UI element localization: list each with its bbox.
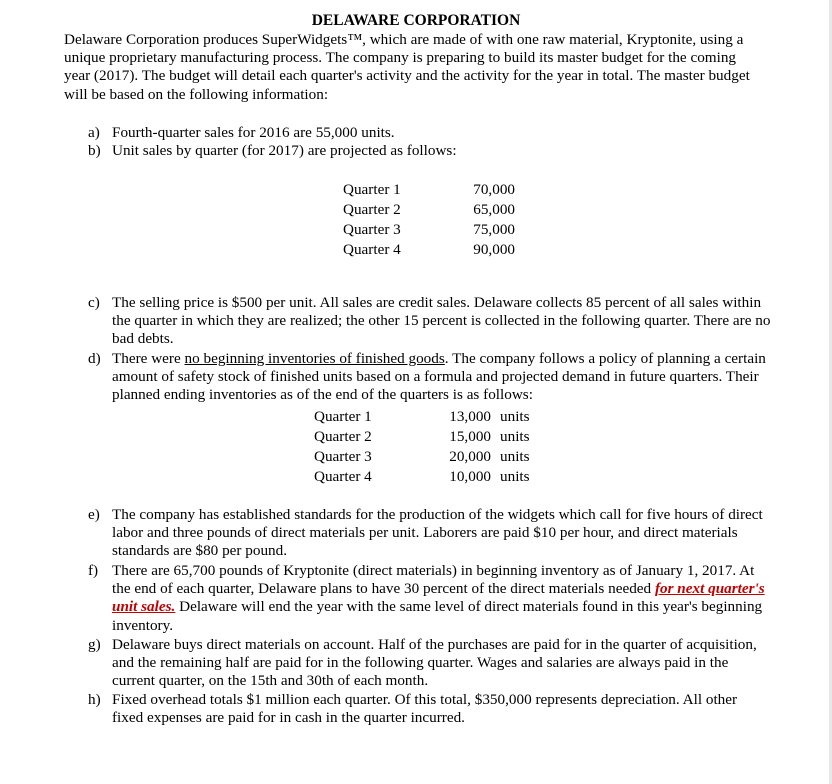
item-e-label: e) (88, 506, 100, 523)
item-h-text: Fixed overhead totals $1 million each quarter. Of this total, $350,000 represents depreciation. All other fixed expenses are paid for in cash in the quarter incurred. (112, 691, 738, 727)
item-f-text-pre: There are 65,700 pounds of Kryptonite (direct materials) in beginning inventory as of January 1, 2017. At the end of each quarter, Delaware plans to have 30 percent of the direct materials needed (112, 562, 755, 598)
item-b-text: Unit sales by quarter (for 2017) are projected as follows: (112, 142, 457, 159)
item-c-text: The selling price is $500 per unit. All sales are credit sales. Delaware collects 85 percent of all sales within the quarter in which they are realized; the other 15 percent is collected in the following quarter. There are no bad debts. (112, 294, 771, 348)
item-f-text (112, 562, 772, 635)
sales-value: 65,000 (473, 201, 515, 218)
item-g-text: Delaware buys direct materials on account. Half of the purchases are paid for in the quarter of acquisition, and the remaining half are paid for in the following quarter. Wages and salaries are always paid in the current quarter, on the 15th and 30th of each month. (112, 636, 757, 690)
item-f-label: f) (88, 562, 99, 579)
inventory-value: 15,000 (449, 428, 491, 445)
item-d-text-underline: no beginning inventories of finished goods (184, 350, 445, 367)
item-g-label: g) (88, 636, 101, 653)
inventory-unit: units (500, 428, 530, 445)
inventory-quarter: Quarter 4 (314, 468, 372, 485)
table-row (314, 467, 554, 487)
inventory-value: 10,000 (449, 468, 491, 485)
inventory-value: 13,000 (449, 408, 491, 425)
item-e-text: The company has established standards for the production of the widgets which call for five hours of direct labor and three pounds of direct materials per unit. Laborers are paid $10 per hour, and direct materials standards are $80 per pound. (112, 506, 763, 560)
sales-quarter: Quarter 1 (343, 181, 401, 198)
sales-quarter: Quarter 4 (343, 241, 401, 258)
sales-quarter: Quarter 3 (343, 221, 401, 238)
inventory-quarter: Quarter 1 (314, 408, 372, 425)
item-b-label: b) (88, 142, 101, 159)
item-f-text-highlight: for next quarter's unit sales. (112, 580, 765, 616)
inventory-table (314, 407, 554, 487)
inventory-unit: units (500, 408, 530, 425)
inventory-quarter: Quarter 2 (314, 428, 372, 445)
table-row (343, 180, 523, 200)
table-row (343, 200, 523, 220)
table-row (314, 407, 554, 427)
document-title: DELAWARE CORPORATION (311, 12, 521, 29)
inventory-unit: units (500, 468, 530, 485)
sales-value: 75,000 (473, 221, 515, 238)
item-d-text-pre: There were (112, 350, 185, 367)
inventory-quarter: Quarter 3 (314, 448, 372, 465)
item-d-text-post: . The company follows a policy of planning a certain amount of safety stock of finished units based on a formula and projected demand in future quarters. Their planned ending inventories as of the end of the quarters is as follows: (112, 350, 766, 404)
inventory-value: 20,000 (449, 448, 491, 465)
inventory-unit: units (500, 448, 530, 465)
sales-value: 70,000 (473, 181, 515, 198)
sales-value: 90,000 (473, 241, 515, 258)
item-a-label: a) (88, 124, 100, 141)
item-c-label: c) (88, 294, 100, 311)
intro-paragraph: Delaware Corporation produces SuperWidgets™, which are made of with one raw material, Kryptonite, using a unique proprietary manufacturing process. The company is preparing to build its master budget for the coming year (2017). The budget will detail each quarter's activity and the activity for the year in total. The master budget will be based on the following information: (64, 31, 750, 103)
table-row (314, 427, 554, 447)
sales-quarter: Quarter 2 (343, 201, 401, 218)
item-f-text-post: Delaware will end the year with the same level of direct materials found in this year's beginning inventory. (112, 598, 763, 634)
item-h-label: h) (88, 691, 101, 708)
item-d-label: d) (88, 350, 101, 367)
table-row (314, 447, 554, 467)
table-row (343, 240, 523, 260)
table-row (343, 220, 523, 240)
item-d-text (112, 350, 772, 405)
item-a-text: Fourth-quarter sales for 2016 are 55,000 units. (112, 124, 395, 141)
sales-table (343, 180, 523, 260)
